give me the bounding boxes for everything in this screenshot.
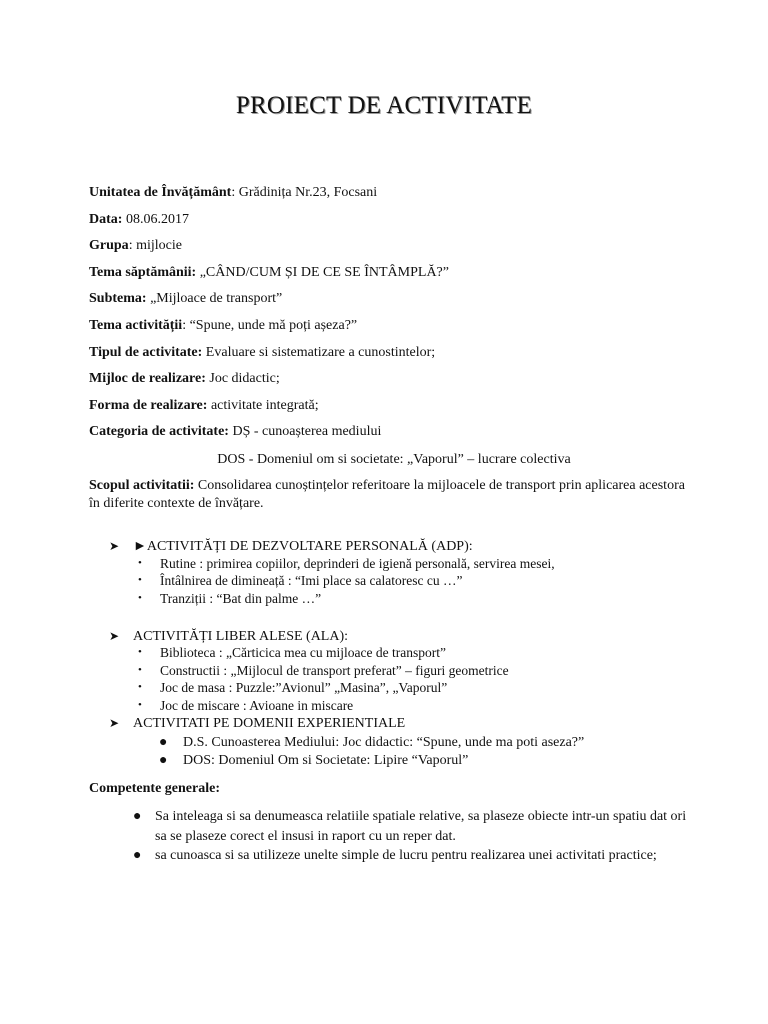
section-title: ACTIVITATI PE DOMENII EXPERIENTIALE	[133, 716, 406, 731]
field-value: : Grădinița Nr.23, Focsani	[231, 185, 378, 200]
field-label: Subtema:	[89, 291, 147, 306]
list-item: • Biblioteca : „Cărticica mea cu mijloace de transport”	[138, 645, 446, 660]
arrow-icon: ➤	[109, 629, 120, 643]
field-label: Tema săptămânii:	[89, 265, 197, 280]
list-item: • Întâlnirea de dimineață : “Imi place sa calatoresc cu …”	[138, 573, 463, 588]
dos-line: DOS - Domeniul om si societate: „Vaporul” – lucrare colectiva	[217, 452, 571, 467]
field-tema-activitatii	[89, 317, 357, 335]
page-title: PROIECT DE ACTIVITATE	[235, 92, 533, 119]
bullet-icon: ●	[159, 753, 168, 768]
bullet-icon: •	[138, 664, 142, 676]
list-item: ● Sa inteleaga si sa denumeasca relatiile spatiale relative, sa plaseze obiecte intr-un spatiu dat ori sa se plaseze corect el insusi in raport cu un reper dat.	[133, 809, 687, 844]
field-label: Scopul activitatii:	[89, 478, 195, 493]
section-title: ►ACTIVITĂȚI DE DEZVOLTARE PERSONALĂ (ADP):	[133, 539, 473, 554]
field-tema-saptamanii	[89, 264, 449, 282]
list-item: • Joc de miscare : Avioane in miscare	[138, 698, 354, 713]
field-mijloc	[89, 370, 280, 388]
field-value: Consolidarea cunoștințelor referitoare la mijloacele de transport prin aplicarea acestora în diferite contexte de învățare.	[89, 478, 685, 511]
bullet-icon: ●	[133, 809, 142, 824]
field-value: Evaluare si sistematizare a cunostintelor;	[202, 345, 436, 360]
section-title: ACTIVITĂȚI LIBER ALESE (ALA):	[133, 629, 349, 644]
list-item: • Tranziții : “Bat din palme …”	[138, 591, 322, 606]
field-subtema	[89, 290, 282, 308]
bullet-icon: •	[138, 646, 142, 658]
field-label: Tipul de activitate:	[89, 345, 203, 360]
field-value: activitate integrată;	[207, 398, 319, 413]
bullet-icon: •	[138, 574, 142, 586]
field-data	[89, 211, 189, 229]
list-item: • Joc de masa : Puzzle:”Avionul” „Masina”, „Vaporul”	[138, 680, 448, 695]
field-value: : mijlocie	[128, 238, 182, 253]
field-unitate	[89, 184, 377, 202]
list-item: • Rutine : primirea copiilor, deprinderi de igienă personală, servirea mesei,	[138, 556, 555, 571]
section-adp-heading	[109, 537, 473, 556]
field-categoria	[89, 423, 381, 441]
arrow-icon: ➤	[109, 716, 120, 730]
bullet-icon: ●	[159, 735, 168, 750]
bullet-icon: •	[138, 699, 142, 711]
field-label: Tema activității	[89, 318, 183, 333]
field-label: Mijloc de realizare:	[89, 371, 206, 386]
section-ade-heading	[109, 714, 405, 733]
field-value: : “Spune, unde mă poți așeza?”	[182, 318, 358, 333]
field-label: Unitatea de Învățământ	[89, 185, 232, 200]
bullet-icon: •	[138, 681, 142, 693]
scopul-paragraph	[89, 477, 689, 513]
bullet-icon: ●	[133, 848, 142, 863]
field-label: Forma de realizare:	[89, 398, 208, 413]
bullet-icon: •	[138, 557, 142, 569]
field-forma	[89, 397, 319, 415]
list-item: ● DOS: Domeniul Om si Societate: Lipire “Vaporul”	[159, 753, 469, 768]
list-item: • Constructii : „Mijlocul de transport preferat” – figuri geometrice	[138, 663, 509, 678]
field-label: Categoria de activitate:	[89, 424, 229, 439]
list-item: ● D.S. Cunoasterea Mediului: Joc didactic: “Spune, unde ma poti aseza?”	[159, 735, 585, 750]
field-tipul	[89, 344, 435, 362]
bullet-icon: •	[138, 592, 142, 604]
competente-heading: Competente generale:	[89, 781, 221, 796]
list-item: ● sa cunoasca si sa utilizeze unelte simple de lucru pentru realizarea unei activitati practice;	[155, 846, 695, 866]
field-value: 08.06.2017	[122, 212, 189, 227]
arrow-icon: ➤	[109, 539, 120, 553]
field-grupa	[89, 237, 182, 255]
field-value: „Mijloace de transport”	[146, 291, 283, 306]
field-value: DȘ - cunoașterea mediului	[228, 424, 382, 439]
field-label: Grupa	[89, 238, 129, 253]
field-label: Data:	[89, 212, 123, 227]
field-value: Joc didactic;	[205, 371, 280, 386]
field-value: „CÂND/CUM ȘI DE CE SE ÎNTÂMPLĂ?”	[196, 265, 449, 280]
